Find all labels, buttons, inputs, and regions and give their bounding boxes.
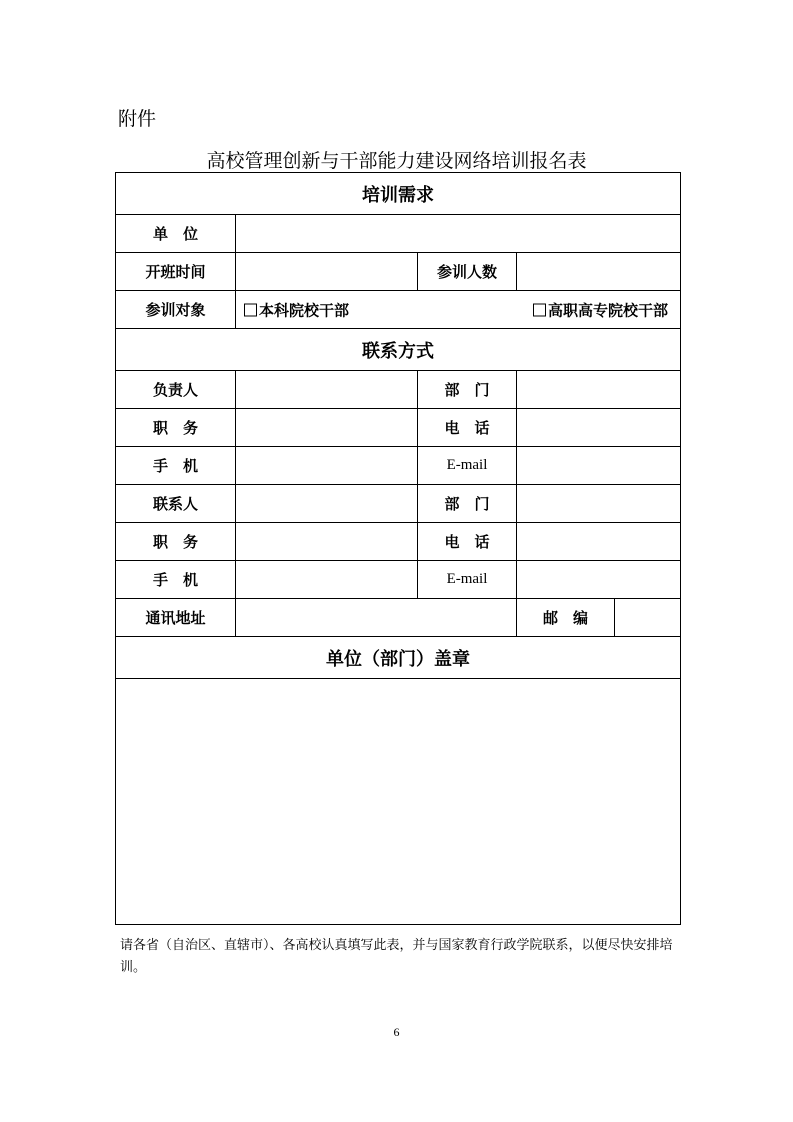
contact-position-label: 职 务 — [116, 523, 236, 561]
contact-mobile-label: 手 机 — [116, 561, 236, 599]
responsible-mobile-field[interactable] — [236, 447, 418, 485]
section-training-needs: 培训需求 — [116, 173, 681, 215]
contact-phone-field[interactable] — [517, 523, 681, 561]
option-undergrad[interactable] — [244, 299, 349, 320]
responsible-phone-field[interactable] — [517, 409, 681, 447]
trainee-count-field[interactable] — [517, 253, 681, 291]
responsible-phone-label: 电 话 — [418, 409, 517, 447]
checkbox-icon[interactable] — [533, 303, 546, 316]
contact-mobile-field[interactable] — [236, 561, 418, 599]
section-stamp: 单位（部门）盖章 — [116, 637, 681, 679]
contact-person-label: 联系人 — [116, 485, 236, 523]
option-vocational-label: 高职高专院校干部 — [548, 301, 669, 319]
option-undergrad-label: 本科院校干部 — [259, 301, 350, 319]
page-number: 6 — [393, 1025, 400, 1039]
responsible-mobile-label: 手 机 — [116, 447, 236, 485]
unit-label: 单 位 — [116, 215, 236, 253]
footer-note: 请各省（自治区、直辖市）、各高校认真填写此表，并与国家教育行政学院联系，以便尽快安排培训。 — [120, 938, 673, 975]
stamp-area[interactable] — [116, 679, 681, 925]
responsible-person-label: 负责人 — [116, 371, 236, 409]
contact-person-field[interactable] — [236, 485, 418, 523]
attachment-label: 附件 — [118, 108, 157, 130]
section-contact-info: 联系方式 — [116, 329, 681, 371]
form-title: 高校管理创新与干部能力建设网络培训报名表 — [206, 150, 587, 172]
trainee-count-label: 参训人数 — [418, 253, 517, 291]
address-label: 通讯地址 — [116, 599, 236, 637]
responsible-position-label: 职 务 — [116, 409, 236, 447]
contact-department-field[interactable] — [517, 485, 681, 523]
responsible-person-field[interactable] — [236, 371, 418, 409]
unit-field[interactable] — [236, 215, 681, 253]
contact-email-label: E-mail — [418, 561, 517, 599]
class-time-label: 开班时间 — [116, 253, 236, 291]
responsible-email-field[interactable] — [517, 447, 681, 485]
responsible-position-field[interactable] — [236, 409, 418, 447]
target-options — [236, 291, 681, 329]
contact-email-field[interactable] — [517, 561, 681, 599]
target-label: 参训对象 — [116, 291, 236, 329]
contact-phone-label: 电 话 — [418, 523, 517, 561]
option-vocational[interactable] — [533, 299, 668, 320]
postcode-label: 邮 编 — [517, 599, 615, 637]
responsible-department-field[interactable] — [517, 371, 681, 409]
responsible-department-label: 部 门 — [418, 371, 517, 409]
contact-department-label: 部 门 — [418, 485, 517, 523]
postcode-field[interactable] — [615, 599, 681, 637]
registration-form-table — [115, 172, 681, 925]
checkbox-icon[interactable] — [244, 303, 257, 316]
address-field[interactable] — [236, 599, 517, 637]
responsible-email-label: E-mail — [418, 447, 517, 485]
contact-position-field[interactable] — [236, 523, 418, 561]
class-time-field[interactable] — [236, 253, 418, 291]
